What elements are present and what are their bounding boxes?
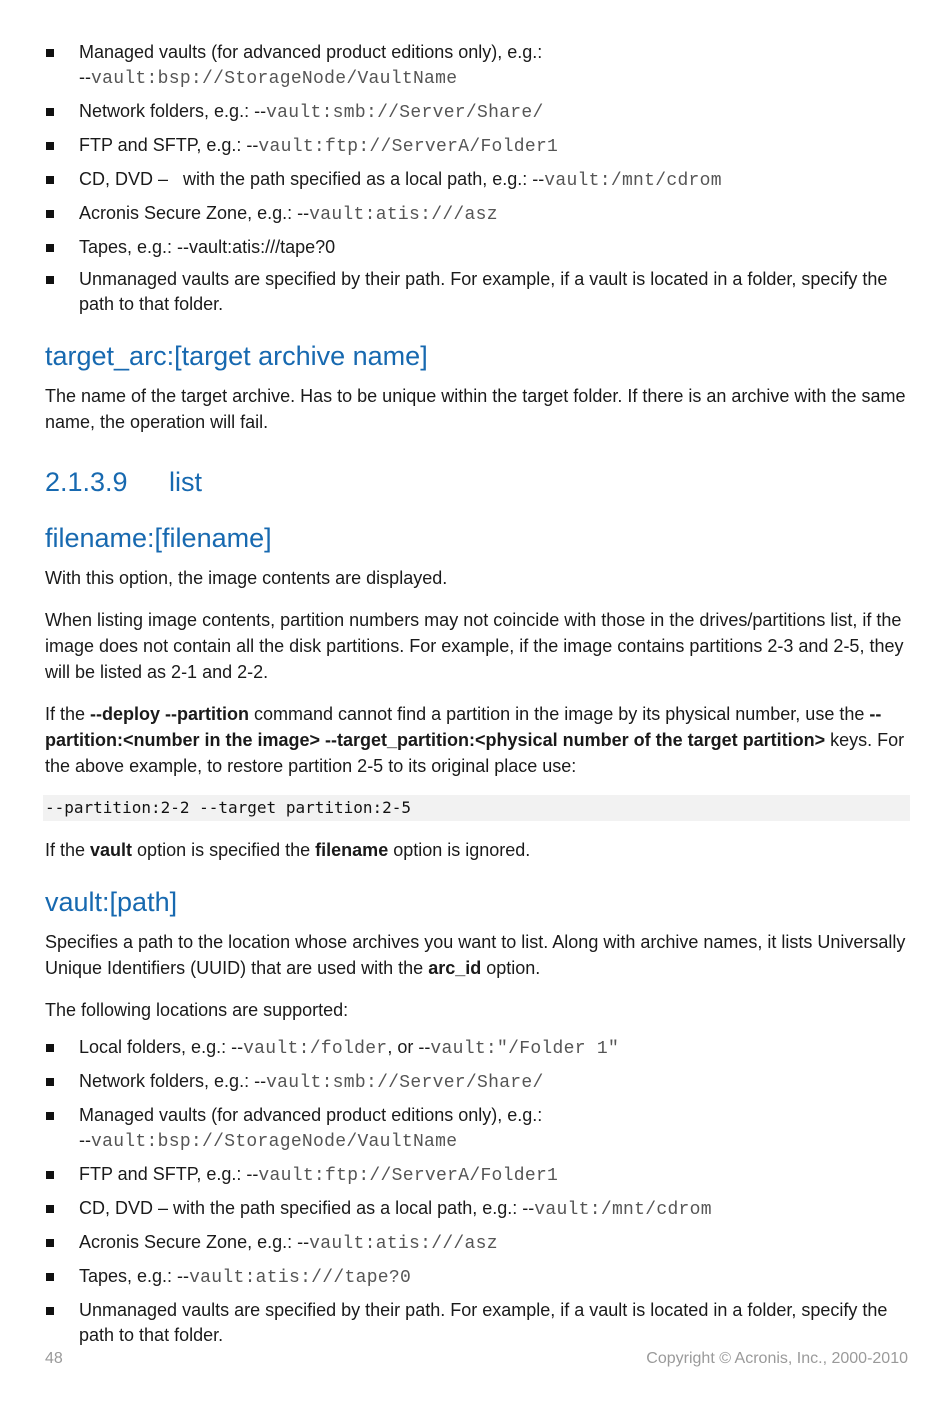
code-path: vault:atis:///asz — [309, 1234, 498, 1254]
text-run: -- — [79, 67, 91, 87]
text-run: Managed vaults (for advanced product editions only), e.g.: — [79, 42, 543, 62]
text-run: keys. For the above example, to restore partition 2-5 to its original place use: — [45, 730, 905, 776]
text-run: option is ignored. — [388, 840, 531, 860]
text-run: Acronis Secure Zone, e.g.: -- — [79, 203, 310, 223]
code-path: vault:/mnt/cdrom — [544, 171, 722, 191]
text-run: Local folders, e.g.: -- — [79, 1037, 244, 1057]
list-item — [45, 40, 910, 92]
filename-paragraph-1: With this option, the image contents are displayed. — [45, 568, 448, 588]
list-item — [45, 1230, 910, 1257]
list-item — [45, 99, 910, 126]
code-path: vault:smb://Server/Share/ — [266, 103, 544, 123]
text-run: command cannot find a partition in the image by its physical number, use the — [249, 704, 870, 724]
bold-run: --partition:<number in the image> --target_partition:<physical number of the target partition> — [45, 704, 882, 750]
list-item — [45, 133, 910, 160]
text-run: Network folders, e.g.: -- — [79, 101, 267, 121]
code-path: vault:smb://Server/Share/ — [266, 1073, 544, 1093]
bold-run: vault — [90, 840, 133, 860]
list-item — [45, 1103, 910, 1155]
code-path: vault:bsp://StorageNode/VaultName — [91, 1132, 458, 1152]
list-item — [45, 1035, 910, 1062]
code-path: vault:atis:///asz — [309, 205, 498, 225]
list-item — [45, 1298, 910, 1348]
text-run: CD, DVD – with the path specified as a local path, e.g.: -- — [79, 1198, 535, 1218]
target-arc-heading: target_arc:[target archive name] — [45, 341, 428, 371]
bold-run: filename — [315, 840, 389, 860]
list-item — [45, 201, 910, 228]
text-run: -- — [79, 1130, 91, 1150]
section-title: list — [169, 467, 202, 497]
text-run: If the — [45, 840, 91, 860]
code-path: vault:/mnt/cdrom — [534, 1200, 712, 1220]
filename-paragraph-4 — [45, 837, 910, 863]
list-item — [45, 1196, 910, 1223]
bold-run: --deploy --partition — [90, 704, 250, 724]
target-arc-description: The name of the target archive. Has to be unique within the target folder. If there is an archive with the same name, the operation will fail. — [45, 386, 906, 432]
text-run: Tapes, e.g.: -- — [79, 1266, 190, 1286]
code-path: vault:bsp://StorageNode/VaultName — [91, 69, 458, 89]
list-item — [45, 267, 910, 317]
text-run: Acronis Secure Zone, e.g.: -- — [79, 1232, 310, 1252]
text-run: Unmanaged vaults are specified by their path. For example, if a vault is located in a folder, specify the path to that folder. — [79, 1300, 888, 1345]
bold-run: arc_id — [428, 958, 482, 978]
vault-locations-list-bottom — [45, 1035, 910, 1348]
vault-paragraph-2: The following locations are supported: — [45, 1000, 349, 1020]
code-path: vault:"/Folder 1" — [430, 1039, 620, 1059]
vault-paragraph-1 — [45, 929, 910, 981]
text-run: option is specified the — [132, 840, 316, 860]
list-item — [45, 167, 910, 194]
vault-locations-list-top — [45, 40, 910, 317]
filename-heading: filename:[filename] — [45, 523, 272, 553]
text-run: CD, DVD – with the path specified as a local path, e.g.: -- — [79, 169, 545, 189]
list-item — [45, 1069, 910, 1096]
text-run: Specifies a path to the location whose archives you want to list. Along with archive names, it lists Universally Unique Identifiers (UUID) that are used with the — [45, 932, 906, 978]
page-number: 48 — [45, 1350, 63, 1367]
list-item — [45, 1162, 910, 1189]
filename-paragraph-3 — [45, 701, 910, 779]
document-page — [45, 40, 910, 1355]
text-run: , or -- — [387, 1037, 431, 1057]
vault-heading: vault:[path] — [45, 887, 178, 917]
text-run: Unmanaged vaults are specified by their path. For example, if a vault is located in a folder, specify the path to that folder. — [79, 269, 888, 314]
text-run: Tapes, e.g.: --vault:atis:///tape?0 — [79, 237, 336, 257]
list-item — [45, 1264, 910, 1291]
text-run: Managed vaults (for advanced product editions only), e.g.: — [79, 1105, 543, 1125]
code-path: vault:atis:///tape?0 — [189, 1268, 412, 1288]
copyright-notice: Copyright © Acronis, Inc., 2000-2010 — [646, 1350, 908, 1367]
text-run: option. — [481, 958, 541, 978]
text-run: Network folders, e.g.: -- — [79, 1071, 267, 1091]
text-run: FTP and SFTP, e.g.: -- — [79, 1164, 259, 1184]
section-heading — [45, 465, 910, 499]
text-run: If the — [45, 704, 91, 724]
code-path: vault:ftp://ServerA/Folder1 — [258, 1166, 559, 1186]
code-path: vault:/folder — [243, 1039, 388, 1059]
code-example: --partition:2-2 --target partition:2-5 — [43, 795, 910, 821]
filename-paragraph-2: When listing image contents, partition numbers may not coincide with those in the drives/partitions list, if the image does not contain all the disk partitions. For example, if the image contains partitions 2-3 and 2-5, they will be listed as 2-1 and 2-2. — [45, 610, 904, 682]
code-path: vault:ftp://ServerA/Folder1 — [258, 137, 559, 157]
list-item — [45, 235, 910, 260]
text-run: FTP and SFTP, e.g.: -- — [79, 135, 259, 155]
section-number: 2.1.3.9 — [45, 467, 128, 497]
